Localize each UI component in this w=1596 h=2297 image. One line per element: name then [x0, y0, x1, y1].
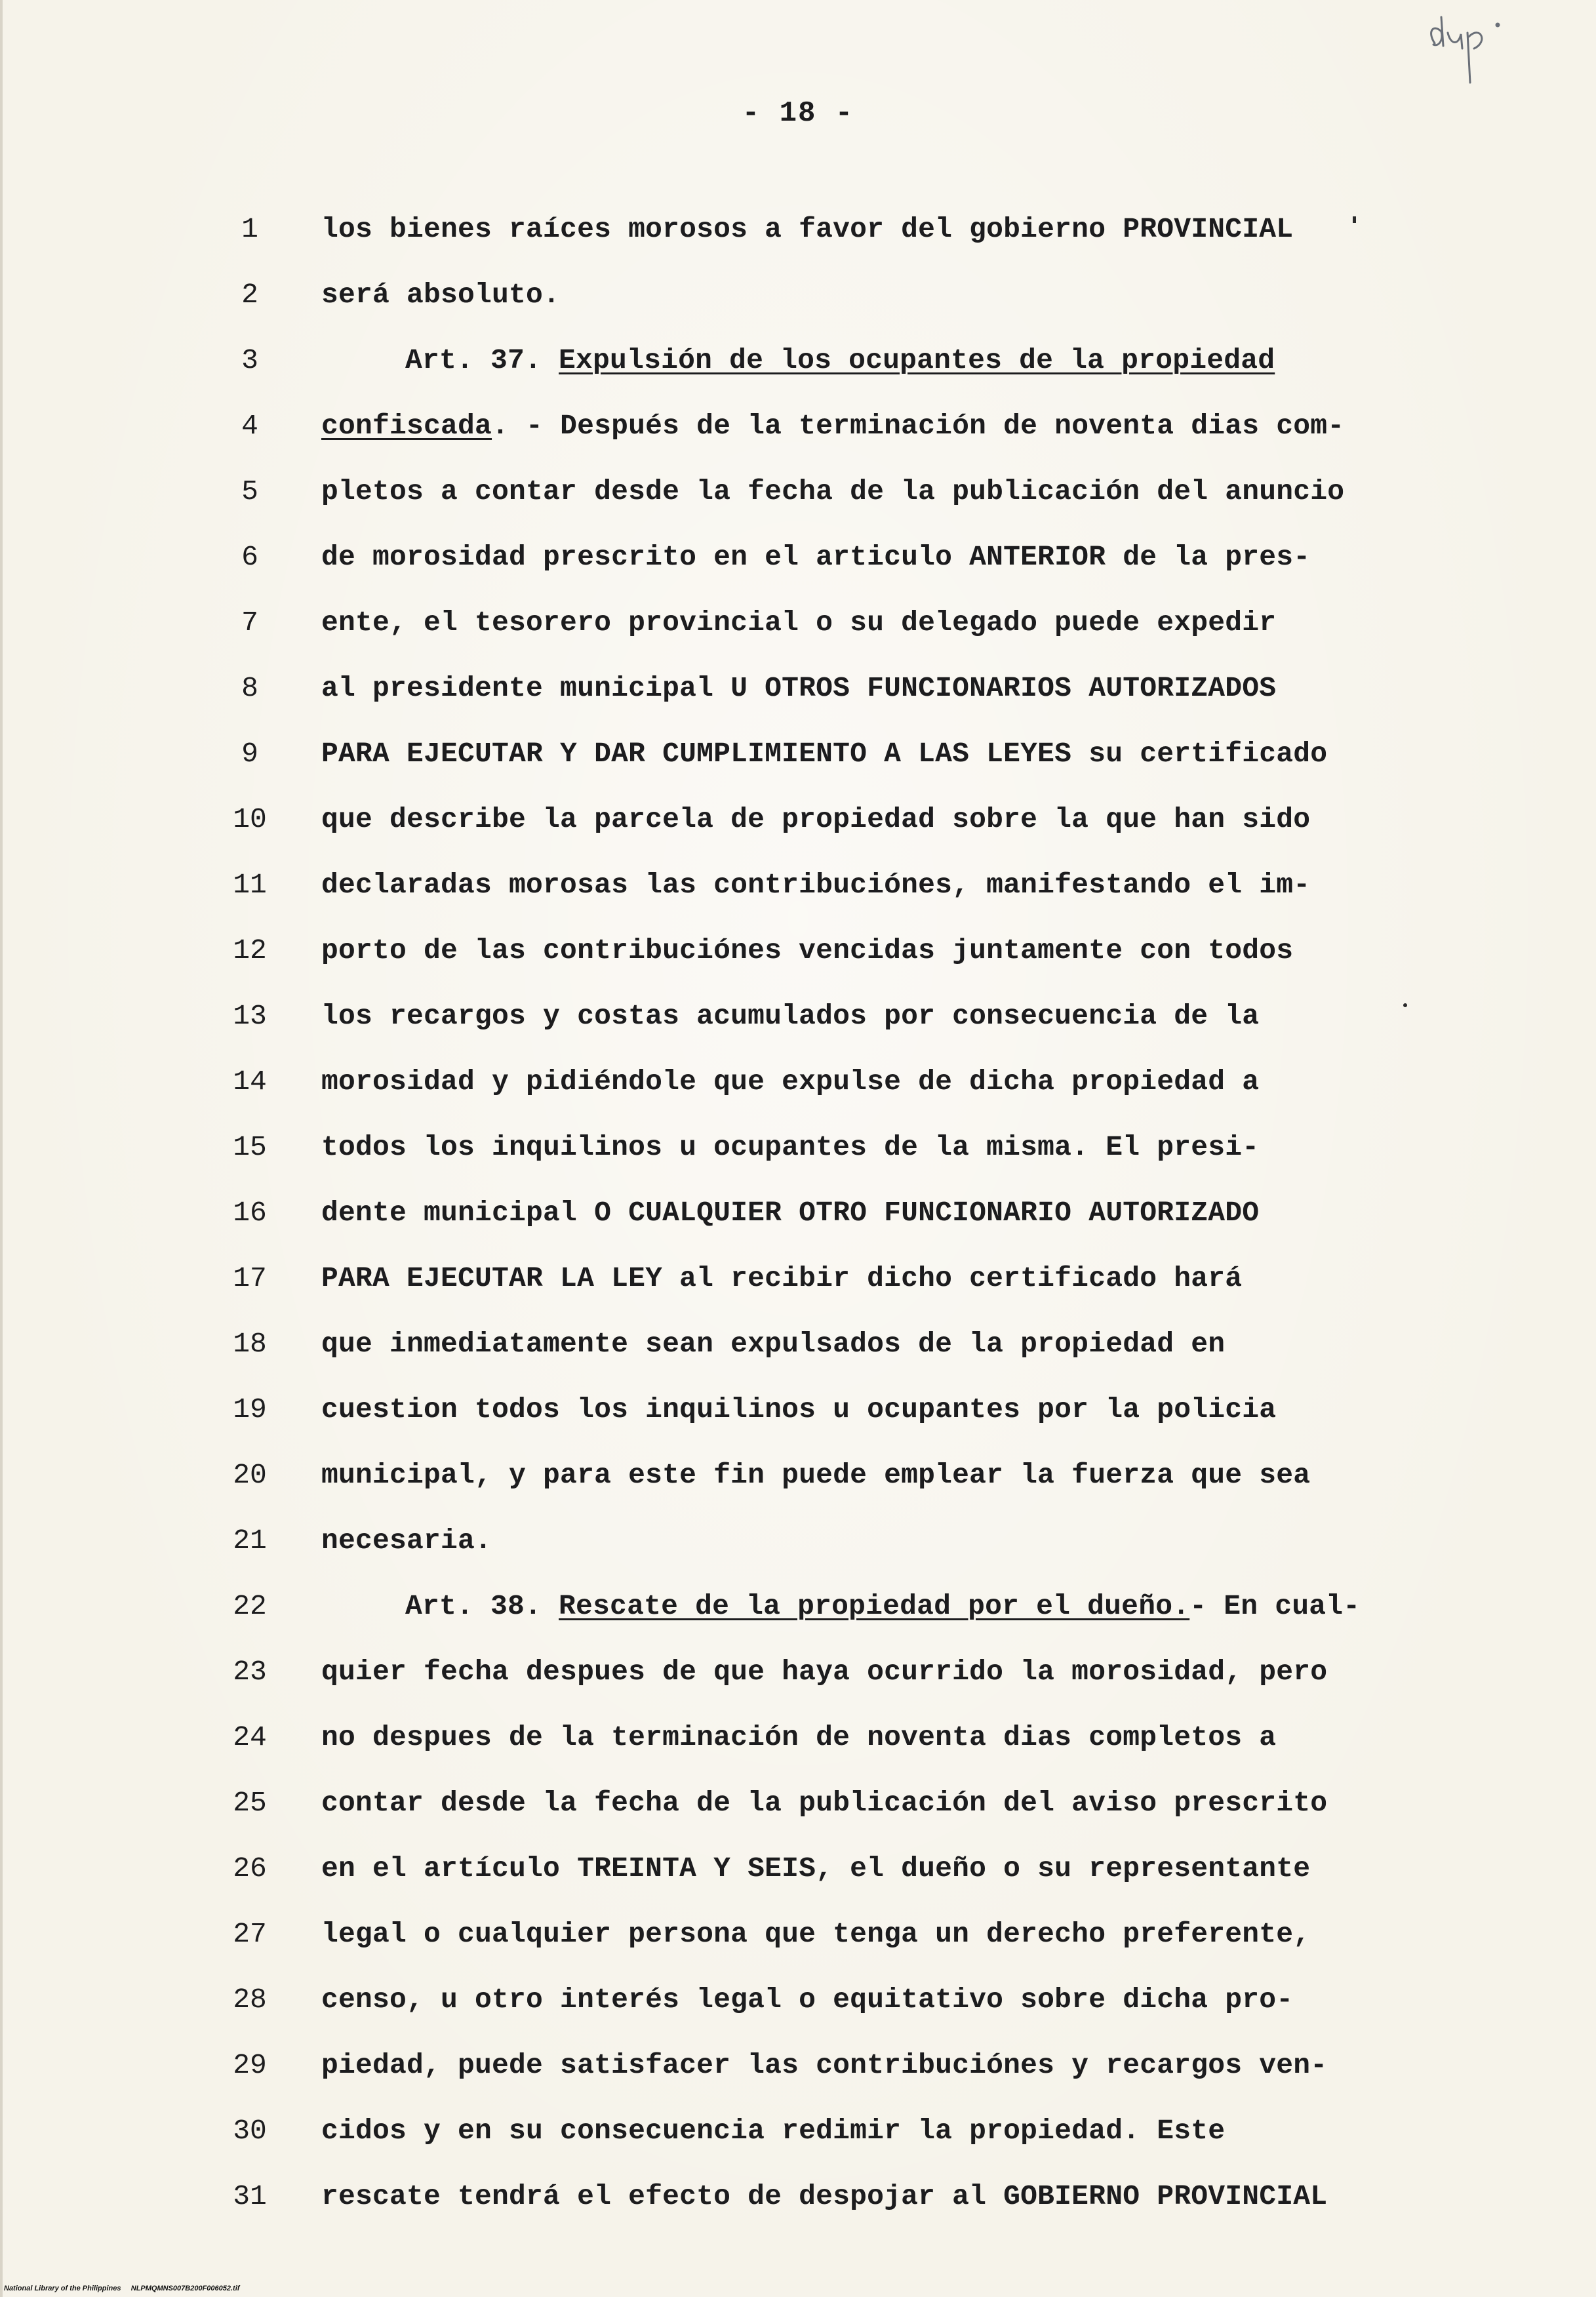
line-text — [321, 409, 1344, 443]
line-text: en el artículo TREINTA Y SEIS, el dueño o su representante — [321, 1852, 1311, 1885]
text-line — [0, 464, 1596, 530]
line-number: 6 — [241, 541, 258, 573]
article-label: Art. 37. — [405, 344, 559, 376]
line-number: 21 — [233, 1525, 267, 1557]
line-text: declaradas morosas las contribuciónes, manifestando el im- — [321, 869, 1311, 901]
line-number: 27 — [233, 1918, 267, 1950]
line-text-rest: . - Después de la terminación de noventa dias com- — [492, 410, 1345, 442]
text-line — [0, 1317, 1596, 1382]
line-text: será absoluto. — [321, 279, 561, 311]
line-text: PARA EJECUTAR Y DAR CUMPLIMIENTO A LAS LEYES su certificado — [321, 738, 1328, 770]
line-number: 11 — [233, 869, 267, 901]
line-text: quier fecha despues de que haya ocurrido la morosidad, pero — [321, 1656, 1328, 1688]
line-text: dente municipal O CUALQUIER OTRO FUNCIONARIO AUTORIZADO — [321, 1197, 1260, 1229]
article-label: Art. 38. — [405, 1590, 559, 1622]
line-number: 1 — [241, 213, 258, 245]
line-text: que describe la parcela de propiedad sobre la que han sido — [321, 803, 1311, 835]
line-text: cuestion todos los inquilinos u ocupantes por la policia — [321, 1393, 1277, 1426]
text-line — [0, 1776, 1596, 1841]
archive-label: National Library of the Philippines — [4, 2285, 121, 2292]
ink-speck — [1353, 216, 1356, 223]
line-text: contar desde la fecha de la publicación del aviso prescrito — [321, 1787, 1328, 1819]
text-line — [0, 2104, 1596, 2169]
text-line — [0, 923, 1596, 989]
article-title: Expulsión de los ocupantes de la propiedad — [559, 344, 1275, 376]
line-number: 13 — [233, 1000, 267, 1032]
text-line — [0, 1579, 1596, 1645]
line-number: 4 — [241, 410, 258, 442]
line-number: 20 — [233, 1459, 267, 1491]
text-line — [0, 202, 1596, 268]
line-number: 16 — [233, 1197, 267, 1229]
line-number: 23 — [233, 1656, 267, 1688]
line-number: 28 — [233, 1984, 267, 2016]
article-title: Rescate de la propiedad por el dueño. — [559, 1590, 1190, 1622]
line-text: porto de las contribuciónes vencidas juntamente con todos — [321, 934, 1294, 967]
text-line — [0, 792, 1596, 858]
text-line — [0, 333, 1596, 399]
line-text: al presidente municipal U OTROS FUNCIONARIOS AUTORIZADOS — [321, 672, 1277, 704]
line-number: 14 — [233, 1066, 267, 1098]
line-text: no despues de la terminación de noventa dias completos a — [321, 1721, 1277, 1753]
ink-speck — [1403, 1003, 1407, 1007]
document-body — [0, 202, 1596, 2235]
text-line — [0, 727, 1596, 792]
file-id: NLPMQMNS007B200F006052.tif — [130, 2285, 240, 2292]
line-number: 30 — [233, 2115, 267, 2147]
line-number: 26 — [233, 1852, 267, 1885]
text-line — [0, 1054, 1596, 1120]
line-number: 25 — [233, 1787, 267, 1819]
line-number: 9 — [241, 738, 258, 770]
line-text: legal o cualquier persona que tenga un derecho preferente, — [321, 1918, 1311, 1950]
line-text: los bienes raíces morosos a favor del gobierno PROVINCIAL — [321, 213, 1294, 245]
line-text-rest: - En cual- — [1189, 1590, 1361, 1622]
line-number: 15 — [233, 1131, 267, 1163]
line-text: morosidad y pidiéndole que expulse de dicha propiedad a — [321, 1066, 1260, 1098]
line-number: 18 — [233, 1328, 267, 1360]
text-line — [0, 268, 1596, 333]
text-line — [0, 1448, 1596, 1513]
line-text: censo, u otro interés legal o equitativo sobre dicha pro- — [321, 1984, 1294, 2016]
text-line — [0, 989, 1596, 1054]
line-number: 29 — [233, 2049, 267, 2081]
line-text: rescate tendrá el efecto de despojar al GOBIERNO PROVINCIAL — [321, 2180, 1328, 2212]
line-number: 19 — [233, 1393, 267, 1426]
text-line — [0, 530, 1596, 595]
text-line — [0, 1972, 1596, 2038]
line-number: 7 — [241, 607, 258, 639]
line-text: ente, el tesorero provincial o su delegado puede expedir — [321, 607, 1277, 639]
article-title-continued: confiscada — [321, 410, 492, 442]
text-line — [0, 399, 1596, 464]
line-text: necesaria. — [321, 1525, 492, 1557]
text-line — [0, 1186, 1596, 1251]
handwritten-note — [1422, 5, 1526, 84]
text-line — [0, 858, 1596, 923]
line-text: que inmediatamente sean expulsados de la propiedad en — [321, 1328, 1226, 1360]
line-number: 8 — [241, 672, 258, 704]
text-line — [0, 2169, 1596, 2235]
line-number: 22 — [233, 1590, 267, 1622]
line-text: los recargos y costas acumulados por consecuencia de la — [321, 1000, 1260, 1032]
text-line — [0, 1382, 1596, 1448]
text-line — [0, 2038, 1596, 2104]
line-text: de morosidad prescrito en el articulo ANTERIOR de la pres- — [321, 541, 1311, 573]
line-number: 24 — [233, 1721, 267, 1753]
text-line — [0, 1841, 1596, 1907]
article-heading-line — [405, 344, 1275, 378]
line-text: cidos y en su consecuencia redimir la propiedad. Este — [321, 2115, 1226, 2147]
text-line — [0, 661, 1596, 727]
line-number: 10 — [233, 803, 267, 835]
line-text: piedad, puede satisfacer las contribuciónes y recargos ven- — [321, 2049, 1328, 2081]
article-heading-line — [405, 1589, 1360, 1624]
line-text: municipal, y para este fin puede emplear la fuerza que sea — [321, 1459, 1311, 1491]
line-text: PARA EJECUTAR LA LEY al recibir dicho certificado hará — [321, 1262, 1243, 1294]
text-line — [0, 1120, 1596, 1186]
line-number: 3 — [241, 344, 258, 376]
text-line — [0, 1710, 1596, 1776]
text-line — [0, 1513, 1596, 1579]
line-number: 31 — [233, 2180, 267, 2212]
text-line — [0, 1907, 1596, 1972]
text-line — [0, 595, 1596, 661]
line-number: 5 — [241, 475, 258, 508]
page-number: - 18 - — [742, 97, 854, 130]
line-text: pletos a contar desde la fecha de la publicación del anuncio — [321, 475, 1345, 508]
scan-footer — [4, 2285, 239, 2292]
text-line — [0, 1251, 1596, 1317]
line-number: 12 — [233, 934, 267, 967]
line-text: todos los inquilinos u ocupantes de la misma. El presi- — [321, 1131, 1260, 1163]
line-number: 2 — [241, 279, 258, 311]
text-line — [0, 1645, 1596, 1710]
line-number: 17 — [233, 1262, 267, 1294]
